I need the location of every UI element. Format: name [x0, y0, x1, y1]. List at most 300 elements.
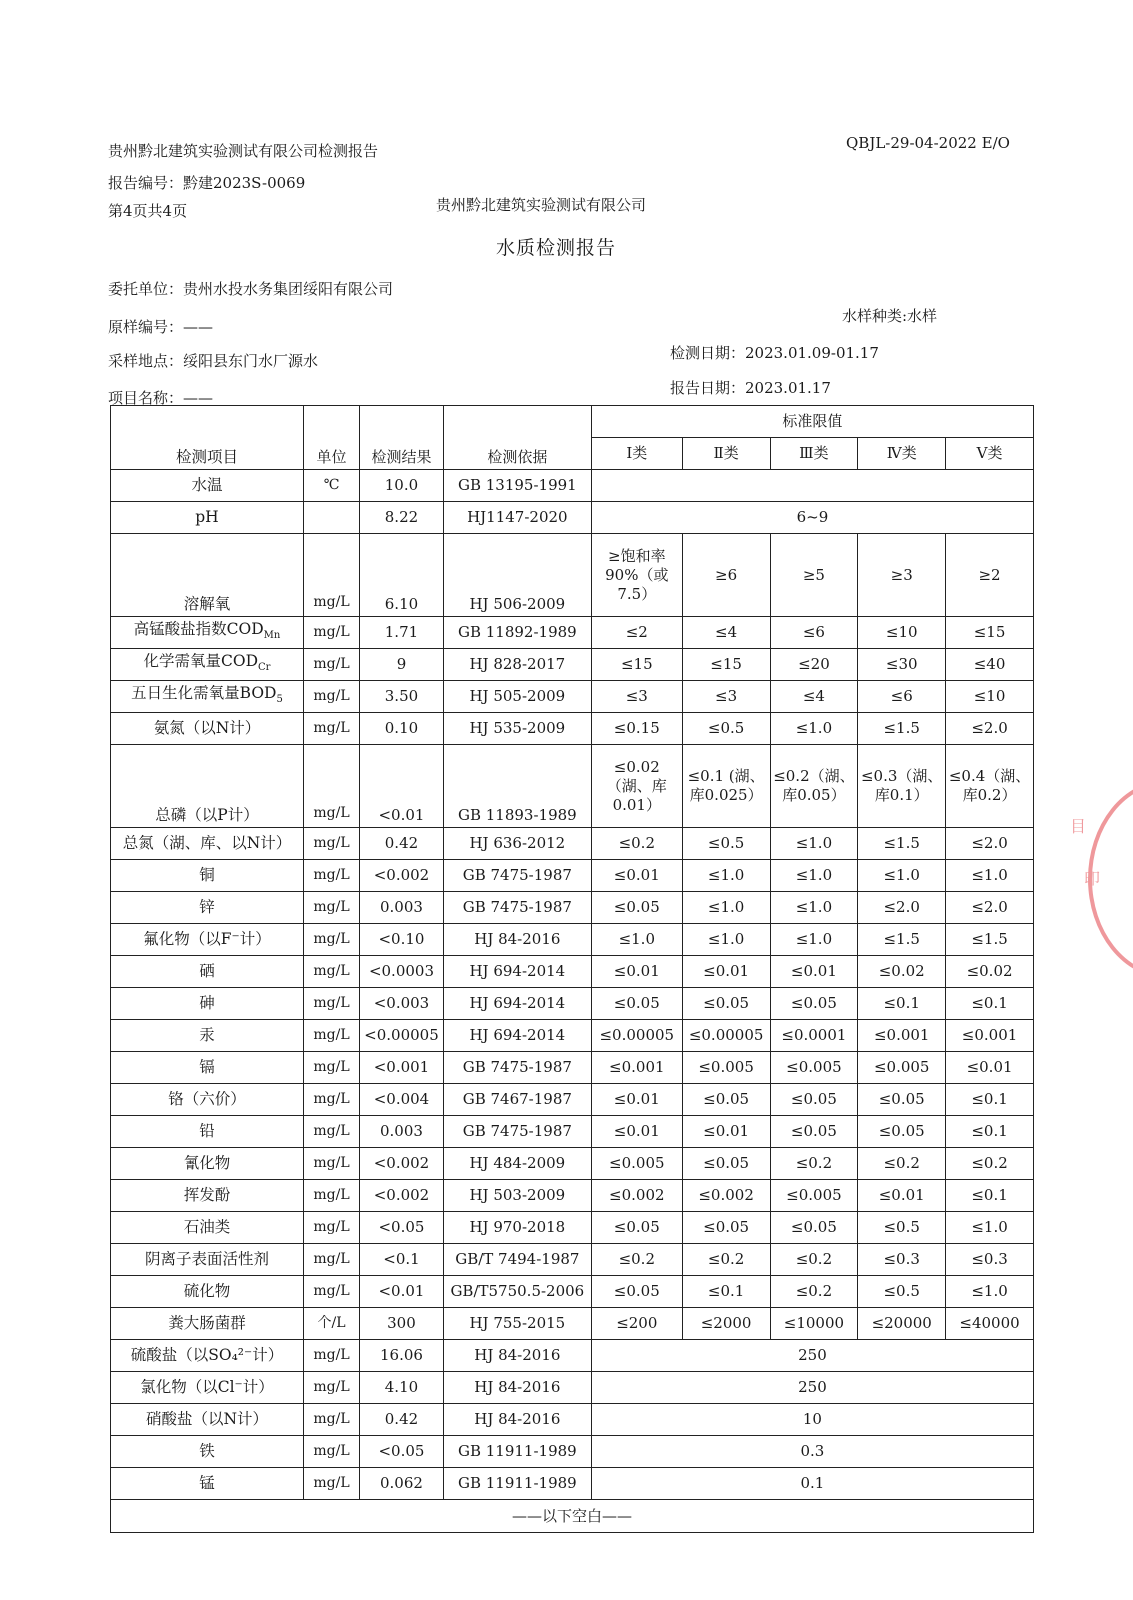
item-code: BOD — [239, 683, 277, 702]
cell-unit: mg/L — [303, 617, 359, 649]
table-row — [111, 1244, 1034, 1276]
cell-unit: mg/L — [303, 681, 359, 713]
cell-limit-all: 0.3 — [591, 1436, 1033, 1468]
cell-class-5-limit: ≤40000 — [946, 1308, 1034, 1340]
table-row — [111, 924, 1034, 956]
cell-class-5-limit: ≥2 — [946, 534, 1034, 617]
table-row — [111, 649, 1034, 681]
cell-limit-all: 0.1 — [591, 1468, 1033, 1500]
cell-class-2-limit: ≤1.0 — [682, 892, 770, 924]
cell-class-5-limit: ≤40 — [946, 649, 1034, 681]
cell-class-1-limit: ≤1.0 — [591, 924, 682, 956]
item-name: 高锰酸盐指数 — [133, 619, 227, 638]
cell-class-5-limit: ≤1.0 — [946, 1276, 1034, 1308]
cell-class-5-limit: ≤0.02 — [946, 956, 1034, 988]
table-row — [111, 1404, 1034, 1436]
cell-class-3-limit: ≤0.05 — [770, 1116, 858, 1148]
header-result: 检测结果 — [360, 406, 444, 470]
cell-result: 4.10 — [360, 1372, 444, 1404]
cell-unit: mg/L — [303, 1276, 359, 1308]
cell-basis: HJ 694-2014 — [443, 956, 591, 988]
sample-type: 水样种类:水样 — [842, 307, 938, 325]
cell-item: 硒 — [111, 956, 304, 988]
table-row — [111, 1468, 1034, 1500]
cell-class-2-limit: ≤3 — [682, 681, 770, 713]
cell-basis: HJ 505-2009 — [443, 681, 591, 713]
cell-class-3-limit: ≤1.0 — [770, 860, 858, 892]
cell-class-2-limit: ≤0.05 — [682, 1212, 770, 1244]
cell-basis: HJ 84-2016 — [443, 1340, 591, 1372]
cell-class-5-limit: ≤10 — [946, 681, 1034, 713]
cell-class-4-limit: ≥3 — [858, 534, 946, 617]
cell-item: 总氮（湖、库、以N计） — [111, 828, 304, 860]
item-name: 化学需氧量 — [143, 651, 222, 670]
cell-result: <0.05 — [360, 1212, 444, 1244]
cell-class-3-limit: ≤20 — [770, 649, 858, 681]
cell-class-1-limit: ≤2 — [591, 617, 682, 649]
cell-limit-all: 250 — [591, 1340, 1033, 1372]
cell-item: 镉 — [111, 1052, 304, 1084]
cell-class-5-limit: ≤2.0 — [946, 713, 1034, 745]
cell-class-5-limit: ≤1.0 — [946, 860, 1034, 892]
table-row — [111, 1212, 1034, 1244]
cell-basis: HJ 694-2014 — [443, 988, 591, 1020]
official-seal — [1070, 780, 1133, 978]
cell-item: 氨氮（以N计） — [111, 713, 304, 745]
item-code: COD — [226, 619, 264, 638]
cell-unit: mg/L — [303, 1148, 359, 1180]
sampling-site: 采样地点：绥阳县东门水厂源水 — [108, 352, 319, 370]
table-row — [111, 681, 1034, 713]
cell-item: 铁 — [111, 1436, 304, 1468]
cell-item: 石油类 — [111, 1212, 304, 1244]
cell-class-3-limit: ≤0.0001 — [770, 1020, 858, 1052]
blank-below-note: ——以下空白—— — [111, 1500, 1034, 1533]
seal-char-1: 目 — [1070, 817, 1087, 836]
cell-basis: GB/T 7494-1987 — [443, 1244, 591, 1276]
cell-class-4-limit: ≤0.005 — [858, 1052, 946, 1084]
table-row — [111, 1436, 1034, 1468]
cell-result: <0.0003 — [360, 956, 444, 988]
cell-unit: mg/L — [303, 1468, 359, 1500]
cell-unit: mg/L — [303, 713, 359, 745]
cell-class-3-limit: ≤0.05 — [770, 1212, 858, 1244]
cell-basis: HJ1147-2020 — [443, 502, 591, 534]
cell-class-1-limit: ≤0.05 — [591, 1276, 682, 1308]
cell-unit: mg/L — [303, 1052, 359, 1084]
cell-item: 氟化物（以F⁻计） — [111, 924, 304, 956]
cell-item: 硫化物 — [111, 1276, 304, 1308]
table-row — [111, 617, 1034, 649]
cell-result: 0.42 — [360, 1404, 444, 1436]
table-row — [111, 1180, 1034, 1212]
cell-class-4-limit: ≤30 — [858, 649, 946, 681]
cell-class-1-limit: ≤0.02（湖、库0.01） — [591, 745, 682, 828]
cell-class-1-limit: ≤0.05 — [591, 892, 682, 924]
cell-basis: HJ 828-2017 — [443, 649, 591, 681]
cell-unit: mg/L — [303, 828, 359, 860]
cell-basis: HJ 84-2016 — [443, 1372, 591, 1404]
cell-class-2-limit: ≤1.0 — [682, 860, 770, 892]
cell-unit: mg/L — [303, 1244, 359, 1276]
cell-class-1-limit: ≤0.01 — [591, 1116, 682, 1148]
cell-item: 砷 — [111, 988, 304, 1020]
document-title: 水质检测报告 — [496, 237, 617, 259]
cell-class-1-limit: ≥饱和率90%（或7.5） — [591, 534, 682, 617]
cell-basis: GB 11893-1989 — [443, 745, 591, 828]
cell-limit-all: 10 — [591, 1404, 1033, 1436]
cell-result: <0.00005 — [360, 1020, 444, 1052]
cell-unit: mg/L — [303, 1212, 359, 1244]
cell-basis: GB 7475-1987 — [443, 860, 591, 892]
cell-class-4-limit: ≤1.5 — [858, 924, 946, 956]
report-date: 报告日期：2023.01.17 — [670, 379, 831, 397]
table-row — [111, 860, 1034, 892]
cell-class-5-limit: ≤0.2 — [946, 1148, 1034, 1180]
cell-result: <0.01 — [360, 745, 444, 828]
cell-class-2-limit: ≤4 — [682, 617, 770, 649]
cell-class-2-limit: ≤0.1 — [682, 1276, 770, 1308]
cell-class-2-limit: ≤0.5 — [682, 828, 770, 860]
cell-class-2-limit: ≤0.05 — [682, 988, 770, 1020]
cell-unit: mg/L — [303, 924, 359, 956]
cell-item — [111, 617, 304, 649]
cell-result: 6.10 — [360, 534, 444, 617]
cell-result: 0.003 — [360, 892, 444, 924]
cell-class-3-limit: ≤0.05 — [770, 988, 858, 1020]
table-row — [111, 534, 1034, 617]
cell-item — [111, 681, 304, 713]
cell-unit: mg/L — [303, 745, 359, 828]
cell-unit: mg/L — [303, 1404, 359, 1436]
table-row — [111, 1340, 1034, 1372]
header-row-1 — [111, 406, 1034, 438]
cell-result: <0.002 — [360, 860, 444, 892]
cell-unit: mg/L — [303, 1084, 359, 1116]
cell-class-2-limit: ≤0.005 — [682, 1052, 770, 1084]
cell-item: 铬（六价） — [111, 1084, 304, 1116]
cell-result: 0.062 — [360, 1468, 444, 1500]
cell-unit: 个/L — [303, 1308, 359, 1340]
cell-class-2-limit: ≤2000 — [682, 1308, 770, 1340]
cell-item: 挥发酚 — [111, 1180, 304, 1212]
cell-result: <0.10 — [360, 924, 444, 956]
cell-class-2-limit: ≤15 — [682, 649, 770, 681]
cell-item: 汞 — [111, 1020, 304, 1052]
cell-class-4-limit: ≤0.02 — [858, 956, 946, 988]
cell-class-3-limit: ≤0.2 — [770, 1276, 858, 1308]
sample-number: 原样编号：—— — [108, 318, 214, 336]
cell-class-3-limit: ≤4 — [770, 681, 858, 713]
header-item: 检测项目 — [111, 406, 304, 470]
cell-unit: mg/L — [303, 1340, 359, 1372]
cell-result: 10.0 — [360, 470, 444, 502]
cell-class-1-limit: ≤0.01 — [591, 1084, 682, 1116]
cell-result: <0.1 — [360, 1244, 444, 1276]
cell-class-2-limit: ≤1.0 — [682, 924, 770, 956]
table-row — [111, 1308, 1034, 1340]
cell-item: 硝酸盐（以N计） — [111, 1404, 304, 1436]
cell-basis: HJ 535-2009 — [443, 713, 591, 745]
table-row — [111, 1052, 1034, 1084]
cell-class-1-limit: ≤0.05 — [591, 1212, 682, 1244]
cell-class-4-limit: ≤20000 — [858, 1308, 946, 1340]
cell-class-1-limit: ≤0.005 — [591, 1148, 682, 1180]
header-class-1: Ⅰ类 — [591, 438, 682, 470]
cell-class-3-limit: ≤0.2 — [770, 1148, 858, 1180]
cell-result: <0.002 — [360, 1148, 444, 1180]
cell-unit: mg/L — [303, 860, 359, 892]
table-row — [111, 470, 1034, 502]
cell-basis: HJ 84-2016 — [443, 924, 591, 956]
cell-basis: GB 11892-1989 — [443, 617, 591, 649]
header-class-4: Ⅳ类 — [858, 438, 946, 470]
cell-class-5-limit: ≤0.1 — [946, 1180, 1034, 1212]
seal-char-2: 印 — [1084, 869, 1101, 888]
table-row — [111, 956, 1034, 988]
cell-result: <0.003 — [360, 988, 444, 1020]
cell-unit: mg/L — [303, 1436, 359, 1468]
cell-class-3-limit: ≤1.0 — [770, 924, 858, 956]
header-class-3: Ⅲ类 — [770, 438, 858, 470]
cell-class-4-limit: ≤0.5 — [858, 1212, 946, 1244]
item-subscript: Cr — [258, 662, 271, 674]
cell-result: 0.42 — [360, 828, 444, 860]
cell-basis: GB/T5750.5-2006 — [443, 1276, 591, 1308]
cell-class-2-limit: ≤0.05 — [682, 1148, 770, 1180]
cell-class-4-limit: ≤0.05 — [858, 1084, 946, 1116]
cell-unit: mg/L — [303, 956, 359, 988]
cell-class-2-limit: ≥6 — [682, 534, 770, 617]
cell-limit-empty — [591, 470, 1033, 502]
cell-class-5-limit: ≤2.0 — [946, 892, 1034, 924]
cell-result: 16.06 — [360, 1340, 444, 1372]
table-row — [111, 1276, 1034, 1308]
cell-basis: HJ 506-2009 — [443, 534, 591, 617]
cell-class-1-limit: ≤0.2 — [591, 828, 682, 860]
cell-class-2-limit: ≤0.01 — [682, 956, 770, 988]
cell-class-5-limit: ≤0.001 — [946, 1020, 1034, 1052]
cell-class-4-limit: ≤6 — [858, 681, 946, 713]
cell-result: <0.05 — [360, 1436, 444, 1468]
cell-class-4-limit: ≤10 — [858, 617, 946, 649]
cell-basis: HJ 755-2015 — [443, 1308, 591, 1340]
cell-class-3-limit: ≥5 — [770, 534, 858, 617]
header-basis: 检测依据 — [443, 406, 591, 470]
cell-unit: mg/L — [303, 1180, 359, 1212]
cell-basis: HJ 84-2016 — [443, 1404, 591, 1436]
cell-class-4-limit: ≤0.001 — [858, 1020, 946, 1052]
item-subscript: Mn — [263, 630, 281, 642]
form-code: QBJL-29-04-2022 E/O — [846, 134, 1010, 152]
cell-basis: GB 11911-1989 — [443, 1436, 591, 1468]
header-class-5: Ⅴ类 — [946, 438, 1034, 470]
cell-class-5-limit: ≤2.0 — [946, 828, 1034, 860]
cell-basis: GB 7467-1987 — [443, 1084, 591, 1116]
cell-basis: HJ 503-2009 — [443, 1180, 591, 1212]
cell-item: 锌 — [111, 892, 304, 924]
cell-class-2-limit: ≤0.002 — [682, 1180, 770, 1212]
cell-class-5-limit: ≤1.0 — [946, 1212, 1034, 1244]
page-info: 第4页共4页 — [108, 202, 188, 220]
cell-class-3-limit: ≤0.2 — [770, 1244, 858, 1276]
cell-class-3-limit: ≤0.005 — [770, 1180, 858, 1212]
cell-class-3-limit: ≤1.0 — [770, 828, 858, 860]
cell-class-1-limit: ≤15 — [591, 649, 682, 681]
table-row — [111, 745, 1034, 828]
cell-class-4-limit: ≤1.5 — [858, 713, 946, 745]
cell-item: 粪大肠菌群 — [111, 1308, 304, 1340]
cell-item: 硫酸盐（以SO₄²⁻计） — [111, 1340, 304, 1372]
cell-item: pH — [111, 502, 304, 534]
cell-class-4-limit: ≤2.0 — [858, 892, 946, 924]
cell-class-5-limit: ≤0.4（湖、库0.2） — [946, 745, 1034, 828]
cell-item: 铅 — [111, 1116, 304, 1148]
cell-class-1-limit: ≤0.05 — [591, 988, 682, 1020]
cell-class-4-limit: ≤1.5 — [858, 828, 946, 860]
cell-class-3-limit: ≤0.2（湖、库0.05） — [770, 745, 858, 828]
cell-basis: HJ 484-2009 — [443, 1148, 591, 1180]
cell-class-1-limit: ≤3 — [591, 681, 682, 713]
cell-class-5-limit: ≤0.1 — [946, 988, 1034, 1020]
cell-basis: GB 13195-1991 — [443, 470, 591, 502]
cell-limit-all: 6~9 — [591, 502, 1033, 534]
cell-unit: mg/L — [303, 649, 359, 681]
cell-class-1-limit: ≤200 — [591, 1308, 682, 1340]
cell-basis: GB 7475-1987 — [443, 1052, 591, 1084]
table-row — [111, 1116, 1034, 1148]
cell-class-1-limit: ≤0.002 — [591, 1180, 682, 1212]
report-heading: 贵州黔北建筑实验测试有限公司检测报告 — [108, 142, 379, 160]
cell-item: 氯化物（以Cl⁻计） — [111, 1372, 304, 1404]
cell-unit: mg/L — [303, 1020, 359, 1052]
cell-result: <0.001 — [360, 1052, 444, 1084]
project-name: 项目名称：—— — [108, 389, 214, 407]
table-row — [111, 1148, 1034, 1180]
cell-class-3-limit: ≤1.0 — [770, 892, 858, 924]
cell-class-2-limit: ≤0.5 — [682, 713, 770, 745]
cell-item: 铜 — [111, 860, 304, 892]
cell-unit: ℃ — [303, 470, 359, 502]
cell-item: 总磷（以P计） — [111, 745, 304, 828]
report-number: 报告编号：黔建2023S-0069 — [108, 174, 306, 192]
cell-class-4-limit: ≤0.05 — [858, 1116, 946, 1148]
cell-item — [111, 649, 304, 681]
cell-class-5-limit: ≤0.1 — [946, 1084, 1034, 1116]
cell-result: 3.50 — [360, 681, 444, 713]
cell-item: 锰 — [111, 1468, 304, 1500]
cell-class-4-limit: ≤0.5 — [858, 1276, 946, 1308]
table-row — [111, 1372, 1034, 1404]
table-row — [111, 502, 1034, 534]
cell-class-2-limit: ≤0.05 — [682, 1084, 770, 1116]
cell-class-3-limit: ≤10000 — [770, 1308, 858, 1340]
cell-class-3-limit: ≤0.05 — [770, 1084, 858, 1116]
cell-result: 8.22 — [360, 502, 444, 534]
company-name: 贵州黔北建筑实验测试有限公司 — [436, 196, 647, 214]
cell-class-1-limit: ≤0.00005 — [591, 1020, 682, 1052]
cell-class-1-limit: ≤0.01 — [591, 860, 682, 892]
cell-item: 水温 — [111, 470, 304, 502]
item-code: COD — [221, 651, 259, 670]
cell-class-5-limit: ≤0.01 — [946, 1052, 1034, 1084]
table-row — [111, 1084, 1034, 1116]
header-unit: 单位 — [303, 406, 359, 470]
cell-result: 0.003 — [360, 1116, 444, 1148]
cell-basis: HJ 970-2018 — [443, 1212, 591, 1244]
table-row — [111, 828, 1034, 860]
cell-class-2-limit: ≤0.00005 — [682, 1020, 770, 1052]
cell-item: 溶解氧 — [111, 534, 304, 617]
cell-class-2-limit: ≤0.1 (湖、库0.025） — [682, 745, 770, 828]
cell-basis: GB 7475-1987 — [443, 1116, 591, 1148]
cell-class-4-limit: ≤0.1 — [858, 988, 946, 1020]
cell-unit: mg/L — [303, 1372, 359, 1404]
cell-class-3-limit: ≤0.005 — [770, 1052, 858, 1084]
water-quality-table — [110, 405, 1034, 1533]
cell-unit — [303, 502, 359, 534]
cell-item: 阴离子表面活性剂 — [111, 1244, 304, 1276]
item-subscript: 5 — [276, 694, 283, 706]
cell-class-4-limit: ≤0.01 — [858, 1180, 946, 1212]
table-row — [111, 713, 1034, 745]
cell-basis: GB 11911-1989 — [443, 1468, 591, 1500]
cell-unit: mg/L — [303, 534, 359, 617]
cell-result: 0.10 — [360, 713, 444, 745]
table-row — [111, 988, 1034, 1020]
cell-class-1-limit: ≤0.001 — [591, 1052, 682, 1084]
item-name: 五日生化需氧量 — [131, 683, 240, 702]
cell-result: 300 — [360, 1308, 444, 1340]
cell-class-1-limit: ≤0.15 — [591, 713, 682, 745]
table-row — [111, 1020, 1034, 1052]
cell-class-2-limit: ≤0.01 — [682, 1116, 770, 1148]
header-limits: 标准限值 — [591, 406, 1033, 438]
cell-class-4-limit: ≤0.2 — [858, 1148, 946, 1180]
cell-class-4-limit: ≤0.3（湖、库0.1） — [858, 745, 946, 828]
cell-class-3-limit: ≤1.0 — [770, 713, 858, 745]
cell-class-5-limit: ≤1.5 — [946, 924, 1034, 956]
cell-class-5-limit: ≤0.1 — [946, 1116, 1034, 1148]
cell-class-4-limit: ≤1.0 — [858, 860, 946, 892]
cell-unit: mg/L — [303, 988, 359, 1020]
footer-row — [111, 1500, 1034, 1533]
cell-unit: mg/L — [303, 892, 359, 924]
header-class-2: Ⅱ类 — [682, 438, 770, 470]
table-row — [111, 892, 1034, 924]
cell-result: <0.002 — [360, 1180, 444, 1212]
cell-class-3-limit: ≤0.01 — [770, 956, 858, 988]
cell-class-1-limit: ≤0.01 — [591, 956, 682, 988]
cell-result: 9 — [360, 649, 444, 681]
cell-limit-all: 250 — [591, 1372, 1033, 1404]
cell-class-1-limit: ≤0.2 — [591, 1244, 682, 1276]
cell-unit: mg/L — [303, 1116, 359, 1148]
cell-basis: HJ 694-2014 — [443, 1020, 591, 1052]
cell-result: 1.71 — [360, 617, 444, 649]
cell-basis: GB 7475-1987 — [443, 892, 591, 924]
cell-class-5-limit: ≤15 — [946, 617, 1034, 649]
cell-class-2-limit: ≤0.2 — [682, 1244, 770, 1276]
cell-class-4-limit: ≤0.3 — [858, 1244, 946, 1276]
cell-class-3-limit: ≤6 — [770, 617, 858, 649]
cell-class-5-limit: ≤0.3 — [946, 1244, 1034, 1276]
client-unit: 委托单位：贵州水投水务集团绥阳有限公司 — [108, 280, 394, 298]
cell-basis: HJ 636-2012 — [443, 828, 591, 860]
test-date: 检测日期：2023.01.09-01.17 — [670, 344, 879, 362]
cell-item: 氰化物 — [111, 1148, 304, 1180]
cell-result: <0.004 — [360, 1084, 444, 1116]
